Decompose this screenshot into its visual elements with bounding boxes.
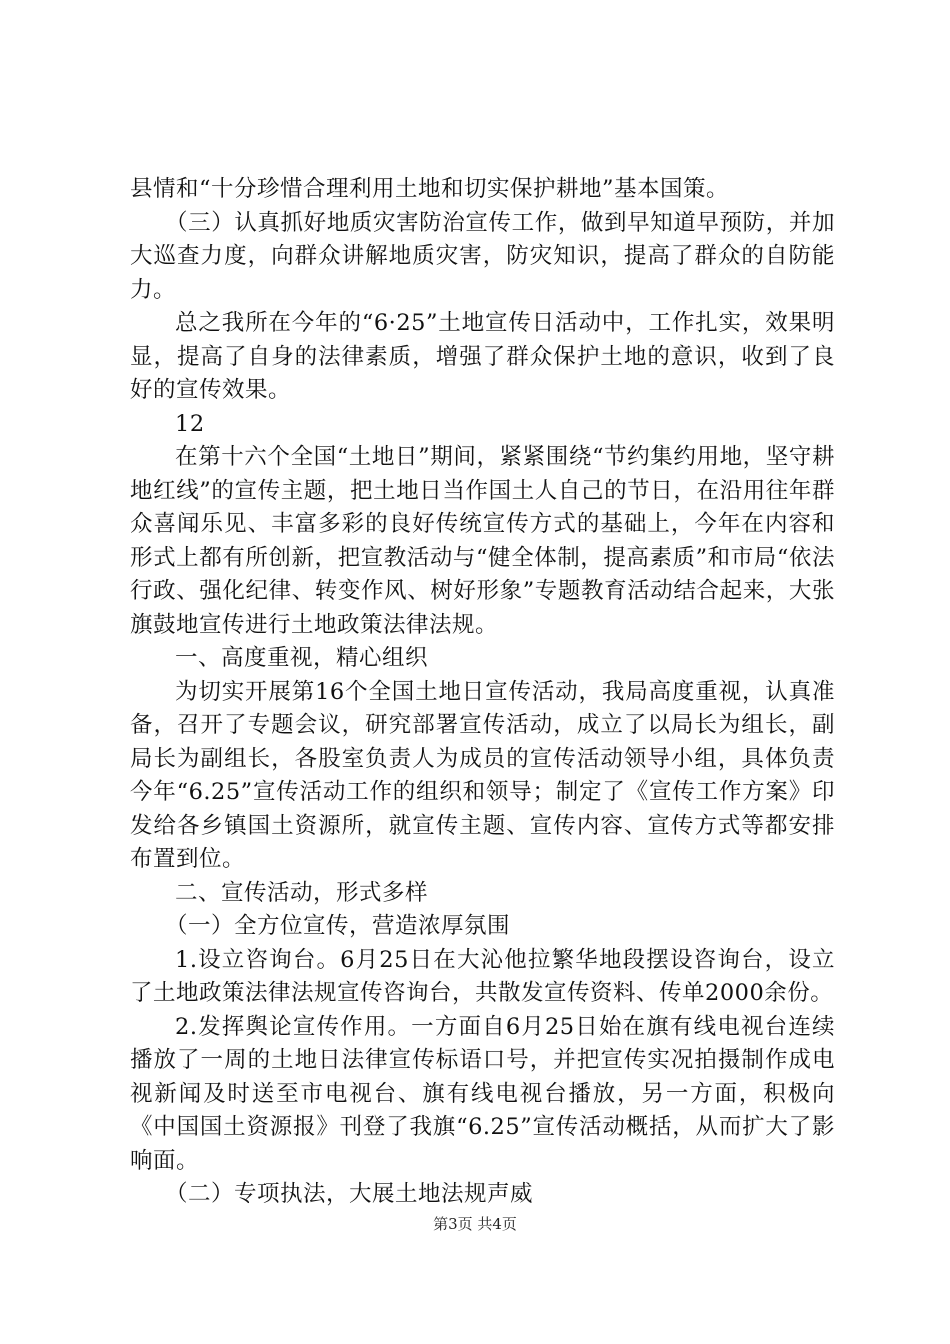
- subsection-heading: （一）全方位宣传，营造浓厚氛围: [165, 913, 511, 939]
- subsection-heading: （二）专项执法，大展土地法规声威: [165, 1181, 534, 1207]
- section-heading: 一、高度重视，精心组织: [175, 645, 429, 671]
- section-heading: 二、宣传活动，形式多样: [175, 879, 429, 906]
- document-body: [130, 173, 835, 1212]
- page-footer: 第3页 共4页: [433, 1215, 517, 1233]
- paragraph: 县情和“十分珍惜合理利用土地和切实保护耕地”基本国策。: [130, 176, 730, 202]
- paragraph: 1.设立咨询台。6月25日在大沁他拉繁华地段摆设咨询台，设立了土地政策法律法规宣传咨询台，共散发宣传资料、传单2000余份。: [130, 946, 835, 1006]
- paragraph: 在第十六个全国“土地日”期间，紧紧围绕“节约集约用地，坚守耕地红线”的宣传主题，把土地日当作国土人自己的节日，在沿用往年群众喜闻乐见、丰富多彩的良好传统宣传方式的基础上，今年在内容和形式上都有所创新，把宣教活动与“健全体制，提高素质”和市局“依法行政、强化纪律、转变作风、树好形象”专题教育活动结合起来，大张旗鼓地宣传进行土地政策法律法规。: [130, 444, 835, 638]
- paragraph: 总之我所在今年的“6·25”土地宣传日活动中，工作扎实，效果明显，提高了自身的法律素质，增强了群众保护土地的意识，收到了良好的宣传效果。: [130, 310, 835, 403]
- paragraph: 为切实开展第16个全国土地日宣传活动，我局高度重视，认真准备，召开了专题会议，研究部署宣传活动，成立了以局长为组长，副局长为副组长，各股室负责人为成员的宣传活动领导小组，具体负责今年“6.25”宣传活动工作的组织和领导；制定了《宣传工作方案》印发给各乡镇国土资源所，就宣传主题、宣传内容、宣传方式等都安排布置到位。: [130, 678, 835, 872]
- paragraph: 12: [175, 410, 205, 437]
- paragraph: （三）认真抓好地质灾害防治宣传工作，做到早知道早预防，并加大巡查力度，向群众讲解地质灾害，防灾知识，提高了群众的自防能力。: [130, 209, 835, 303]
- paragraph: 2.发挥舆论宣传作用。一方面自6月25日始在旗有线电视台连续播放了一周的土地日法律宣传标语口号，并把宣传实况拍摄制作成电视新闻及时送至市电视台、旗有线电视台播放，另一方面，积极向《中国国土资源报》刊登了我旗“6.25”宣传活动概括，从而扩大了影响面。: [130, 1013, 835, 1174]
